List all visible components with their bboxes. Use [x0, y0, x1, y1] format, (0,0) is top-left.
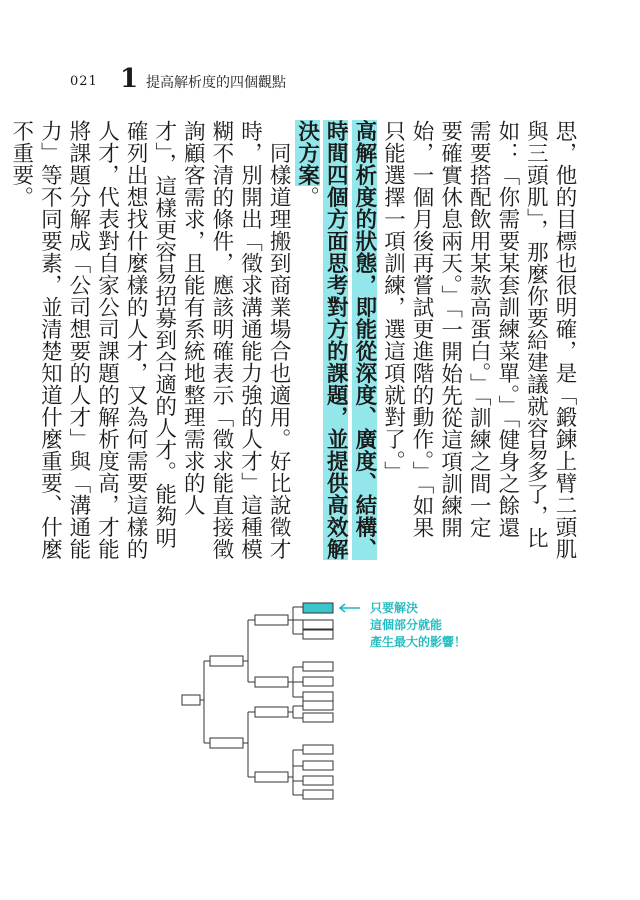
tree-leaf-node	[303, 713, 333, 722]
tree-node	[210, 738, 243, 748]
tree-root-node	[182, 695, 200, 705]
body-text	[8, 120, 578, 560]
highlighted-statement: 高解析度的狀態，即能從深度、廣度、結構、時間四個方面思考對方的課題，並提供高效解決方案	[294, 120, 377, 560]
tree-leaf-node	[303, 761, 333, 770]
paragraph-1	[378, 120, 578, 560]
tree-node	[255, 615, 288, 625]
callout-line-1: 只要解決	[370, 601, 419, 615]
arrow-icon	[340, 604, 360, 612]
tree-leaf-node	[303, 677, 333, 686]
callout-line-2: 這個部分就能	[370, 618, 443, 632]
tree-node	[255, 772, 288, 782]
chapter-number: 1	[120, 64, 139, 94]
chapter-title: 提高解析度的四個觀點	[146, 75, 286, 91]
tree-leaf-node	[303, 662, 333, 671]
tree-node	[255, 707, 288, 717]
tree-leaf-node	[303, 701, 333, 710]
tree-highlighted-leaf-node	[303, 603, 333, 613]
highlight-end: 。	[294, 186, 320, 208]
page-number: 021	[70, 74, 98, 89]
tree-leaf-node	[303, 745, 333, 754]
paragraph-1-text: 思，他的目標也很明確，是「鍛鍊上臂二頭肌與三頭肌」，那麼你要給建議就容易多了，比如：「你需要某套訓練菜單。」「健身之餘還需要搭配飲用某款高蛋白。」「訓練之間一定要確實休息兩天。」「一開始先從這項訓練開始，一個月後再嘗試更進階的動作。」「如果只能選擇一項訓練，選這項就對了。」	[380, 120, 577, 560]
tree-leaf-node	[303, 620, 333, 629]
paragraph-2-text: 同樣道理搬到商業場合也適用。好比說徵才時，別開出「徵求溝通能力強的人才」這種模糊不清的條件，應該明確表示「徵求能直接徵詢顧客需求，且能有系統地整理需求的人才」，這樣更容易招募到合適的人才。能夠明確列出想找什麼樣的人才，又為何需要這樣的人才，代表對自家公司課題的解析度高，才能將課題分解成「公司想要的人才」與「溝通能力」等不同要素，並清楚知道什麼重要、什麼不重要。	[8, 120, 292, 560]
tree-node	[210, 656, 243, 666]
issue-tree-diagram	[180, 600, 370, 800]
highlight-paragraph	[292, 120, 378, 560]
callout-line-3: 產生最大的影響！	[370, 635, 467, 649]
tree-leaf-node	[303, 692, 333, 701]
tree-leaf-node	[303, 776, 333, 785]
tree-leaf-node	[303, 790, 333, 799]
diagram-callout	[370, 600, 466, 651]
tree-node	[255, 677, 288, 687]
tree-leaf-node	[303, 630, 333, 639]
paragraph-2	[6, 120, 292, 560]
